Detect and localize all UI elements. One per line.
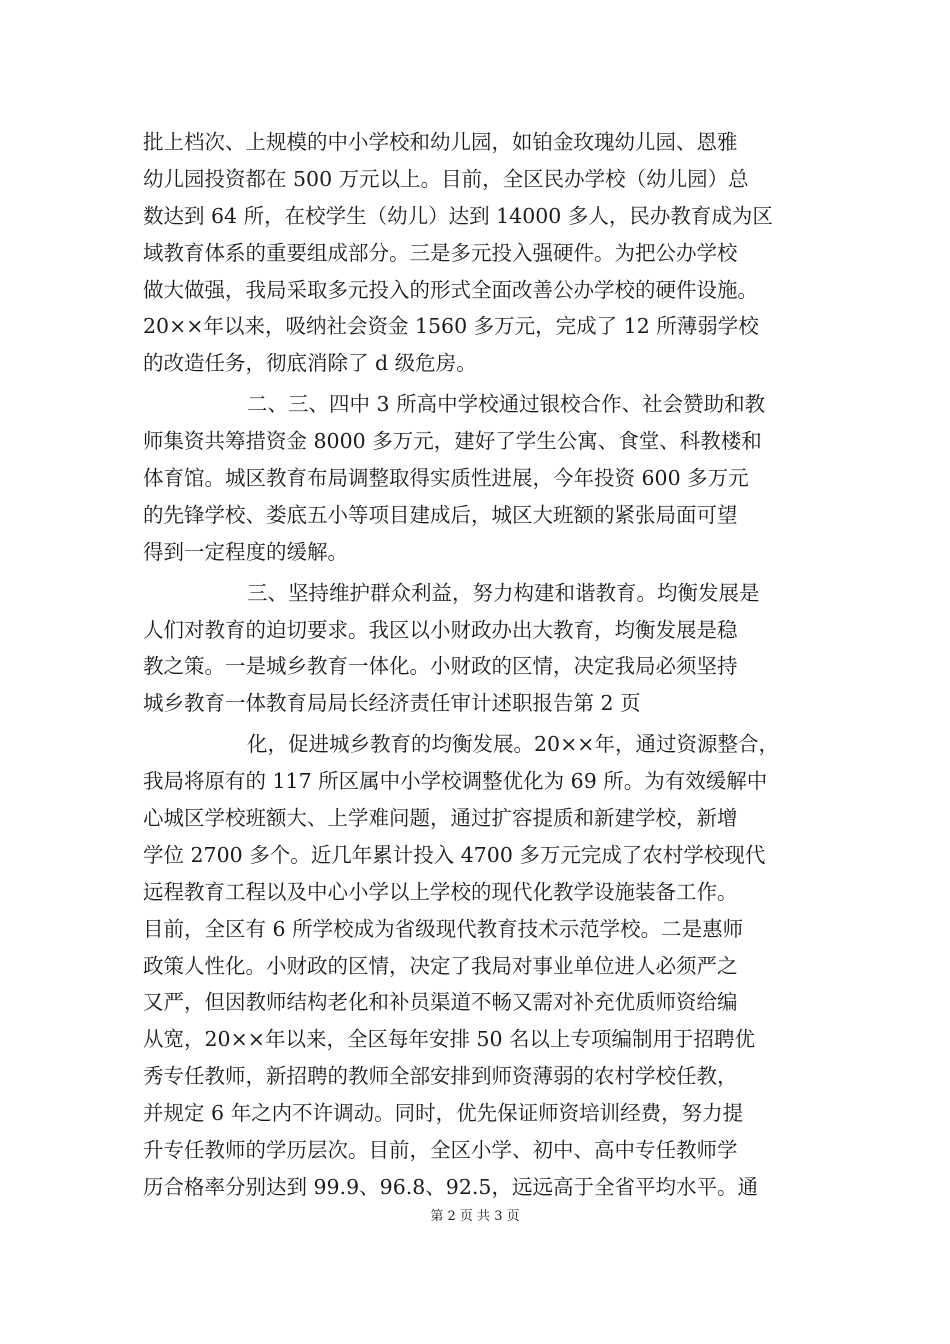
text-line: 并规定 6 年之内不许调动。同时，优先保证师资培训经费，努力提 [143, 1101, 744, 1126]
text-line: 从宽，20××年以来，全区每年安排 50 名以上专项编制用于招聘优 [143, 1027, 756, 1052]
text-line: 历合格率分别达到 99.9、96.8、92.5，远远高于全省平均水平。通 [143, 1174, 758, 1199]
paragraph-start-line: 三、坚持维护群众利益，努力构建和谐教育。均衡发展是 [247, 580, 760, 605]
text-line: 体育馆。城区教育布局调整取得实质性进展，今年投资 600 多万元 [143, 466, 749, 491]
text-line: 秀专任教师，新招聘的教师全部安排到师资薄弱的农村学校任教， [143, 1064, 738, 1089]
text-line: 城乡教育一体教育局局长经济责任审计述职报告第 2 页 [143, 691, 641, 716]
text-line: 我局将原有的 117 所区属中小学校调整优化为 69 所。为有效缓解中 [143, 769, 768, 794]
page-number-footer: 第 2 页 共 3 页 [430, 1209, 520, 1224]
text-line: 学位 2700 多个。近几年累计投入 4700 多万元完成了农村学校现代 [143, 842, 766, 867]
paragraph-start-line: 化，促进城乡教育的均衡发展。20××年，通过资源整合， [247, 732, 779, 757]
text-line: 远程教育工程以及中心小学以上学校的现代化教学设施装备工作。 [143, 879, 738, 904]
text-line: 20××年以来，吸纳社会资金 1560 多万元，完成了 12 所薄弱学校 [143, 314, 759, 339]
text-line: 人们对教育的迫切要求。我区以小财政办出大教育，均衡发展是稳 [143, 617, 738, 642]
text-line: 又严，但因教师结构老化和补员渠道不畅又需对补充优质师资给编 [143, 990, 738, 1015]
paragraph-start-line: 二、三、四中 3 所高中学校通过银校合作、社会赞助和教 [247, 392, 766, 417]
text-line: 得到一定程度的缓解。 [143, 539, 348, 564]
text-line: 做大做强，我局采取多元投入的形式全面改善公办学校的硬件设施。 [143, 277, 758, 302]
text-line: 心城区学校班额大、上学难问题，通过扩容提质和新建学校，新增 [143, 806, 738, 831]
text-line: 教之策。一是城乡教育一体化。小财政的区情，决定我局必须坚持 [143, 654, 738, 679]
text-line: 的改造任务，彻底消除了 d 级危房。 [143, 351, 477, 376]
text-line: 域教育体系的重要组成部分。三是多元投入强硬件。为把公办学校 [143, 240, 738, 265]
body-text [143, 124, 823, 1206]
text-line: 批上档次、上规模的中小学校和幼儿园，如铂金玫瑰幼儿园、恩雅 [143, 130, 738, 154]
text-line: 目前，全区有 6 所学校成为省级现代教育技术示范学校。二是惠师 [143, 916, 744, 941]
text-line: 政策人性化。小财政的区情，决定了我局对事业单位进人必须严之 [143, 953, 738, 978]
text-line: 数达到 64 所，在校学生（幼儿）达到 14000 多人，民办教育成为区 [143, 203, 773, 228]
text-line: 幼儿园投资都在 500 万元以上。目前，全区民办学校（幼儿园）总 [143, 166, 749, 191]
text-line: 的先锋学校、娄底五小等项目建成后，城区大班额的紧张局面可望 [143, 502, 738, 527]
text-line: 升专任教师的学历层次。目前，全区小学、初中、高中专任教师学 [143, 1138, 738, 1163]
text-line: 师集资共筹措资金 8000 多万元，建好了学生公寓、食堂、科教楼和 [143, 429, 762, 454]
